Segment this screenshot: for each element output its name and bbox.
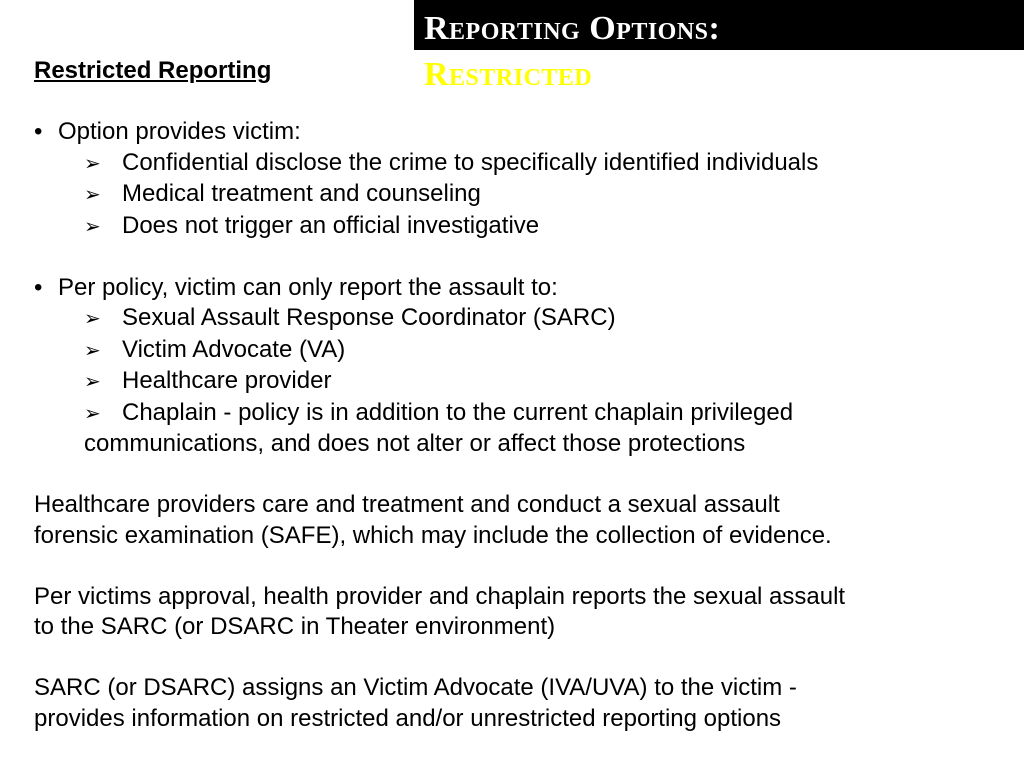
bullet-marker: • [34, 118, 43, 145]
arrow-bullet-icon: ➢ [84, 184, 101, 206]
arrow-bullet-icon: ➢ [84, 402, 101, 425]
spacer [34, 643, 1004, 674]
slide-body [34, 56, 1004, 734]
spacer [34, 242, 1004, 273]
bullet-option [34, 117, 1004, 148]
paragraph-sarc-line2: provides information on restricted and/or unrestricted reporting options [34, 704, 782, 732]
spacer [34, 551, 1004, 582]
paragraph-safe-line2: forensic examination (SAFE), which may include the collection of evidence. [34, 521, 832, 549]
paragraph-approval-line1: Per victims approval, health provider and chaplain reports the sexual assault [34, 582, 846, 610]
paragraph-safe-line1: Healthcare providers care and treatment and conduct a sexual assault [34, 491, 780, 518]
sub-item [34, 303, 1004, 335]
section-heading: Restricted Reporting [34, 57, 272, 84]
sub-item-text: Victim Advocate (VA) [122, 335, 346, 363]
sub-item-text: Chaplain - policy is in addition to the current chaplain privileged [122, 398, 794, 426]
bullet-marker: • [34, 273, 43, 301]
sub-item-text: Medical treatment and counseling [122, 180, 481, 207]
sub-item-continuation [34, 429, 1004, 460]
bullet-policy [34, 273, 1004, 304]
sub-item [34, 211, 1004, 243]
sub-item [34, 366, 1004, 398]
spacer [34, 460, 1004, 491]
sub-item-text: Sexual Assault Response Coordinator (SARC) [122, 304, 616, 331]
sub-item-chaplain [34, 398, 1004, 430]
arrow-bullet-icon: ➢ [84, 152, 101, 175]
bullet-option-label: Option provides victim: [58, 118, 301, 145]
sub-item-text: Healthcare provider [122, 367, 332, 394]
arrow-bullet-icon: ➢ [84, 308, 101, 330]
paragraph-sarc-line1: SARC (or DSARC) assigns an Victim Advocate (IVA/UVA) to the victim - [34, 674, 797, 701]
paragraph-approval-line2: to the SARC (or DSARC in Theater environment) [34, 613, 556, 640]
sub-item [34, 179, 1004, 211]
sub-item-text: Does not trigger an official investigative [122, 211, 540, 239]
bullet-policy-label: Per policy, victim can only report the assault to: [58, 273, 558, 301]
slide-title-line2: Restricted [424, 56, 593, 93]
sub-item-text: communications, and does not alter or affect those protections [84, 430, 746, 457]
arrow-bullet-icon: ➢ [84, 339, 101, 362]
sub-item [34, 148, 1004, 180]
arrow-bullet-icon: ➢ [84, 215, 101, 238]
arrow-bullet-icon: ➢ [84, 371, 101, 393]
slide-title-line1: Reporting Options: [424, 10, 721, 47]
sub-item-text: Confidential disclose the crime to specifically identified individuals [122, 148, 819, 176]
spacer [34, 87, 1004, 118]
sub-item [34, 335, 1004, 367]
